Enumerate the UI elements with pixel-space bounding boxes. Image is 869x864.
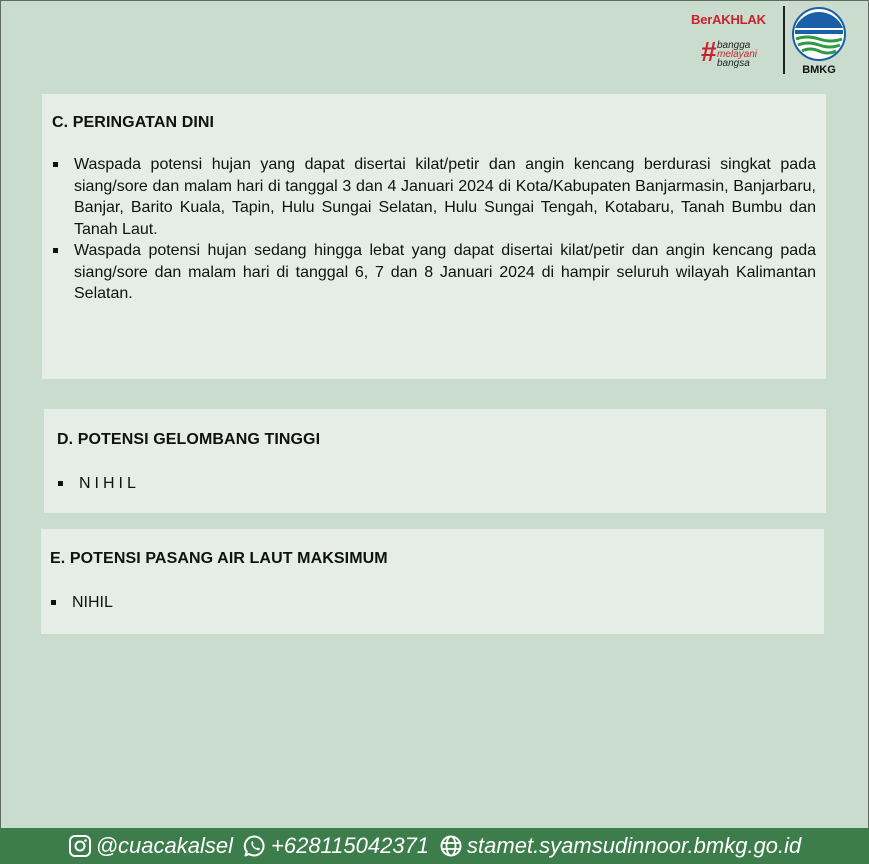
bangga-melayani-logo: # bangga melayani bangsa: [701, 36, 758, 69]
list-item: NIHIL: [57, 473, 140, 495]
early-warning-panel: [42, 94, 826, 379]
high-wave-panel: [44, 409, 826, 513]
high-wave-list: [57, 473, 140, 495]
berakhlak-brand: BerAKHLAK: [691, 12, 766, 27]
instagram-icon: [68, 834, 92, 858]
header-logos: [691, 6, 861, 76]
early-warning-title: C. PERINGATAN DINI: [52, 114, 215, 131]
contact-footer: [0, 828, 869, 864]
max-tide-panel: [41, 529, 824, 634]
max-tide-list: [50, 592, 113, 614]
globe-icon: [439, 834, 463, 858]
whatsapp-contact[interactable]: [243, 833, 429, 859]
whatsapp-number: +628115042371: [271, 833, 430, 858]
logo-divider: [783, 6, 785, 74]
instagram-contact[interactable]: [68, 833, 233, 859]
early-warning-list: [52, 154, 816, 305]
bangsa-word: bangsa: [717, 58, 750, 69]
bmkg-logo: [791, 6, 847, 76]
list-item: Waspada potensi hujan yang dapat disertai kilat/petir dan angin kencang berdurasi singkat pada siang/sore dan malam hari di tanggal 3 dan 4 Januari 2024 di Kota/Kabupaten Banjarmasin, Banjarbaru, Banjar, Barito Kuala, Tapin, Hulu Sungai Selatan, Hulu Sungai Tengah, Kotabaru, Tanah Bumbu dan Tanah Laut.: [52, 154, 816, 240]
website-url: stamet.syamsudinnoor.bmkg.go.id: [467, 833, 802, 858]
list-item: Waspada potensi hujan sedang hingga lebat yang dapat disertai kilat/petir dan angin kencang pada siang/sore dan malam hari di tanggal 6, 7 dan 8 Januari 2024 di hampir seluruh wilayah Kalimantan Selatan.: [52, 240, 816, 305]
bmkg-emblem-icon: [791, 6, 847, 64]
instagram-handle: @cuacakalsel: [95, 833, 233, 858]
max-tide-title: E. POTENSI PASANG AIR LAUT MAKSIMUM: [50, 550, 388, 567]
berakhlak-tagline: [691, 27, 779, 35]
website-contact[interactable]: [439, 833, 801, 859]
whatsapp-icon: [243, 834, 267, 858]
high-wave-title: D. POTENSI GELOMBANG TINGGI: [57, 431, 321, 448]
berakhlak-logo: [691, 12, 779, 69]
bangga-word: bangga: [717, 40, 751, 51]
melayani-word: melayani: [717, 49, 758, 60]
bmkg-label: BMKG: [802, 64, 836, 76]
list-item: NIHIL: [50, 592, 113, 614]
